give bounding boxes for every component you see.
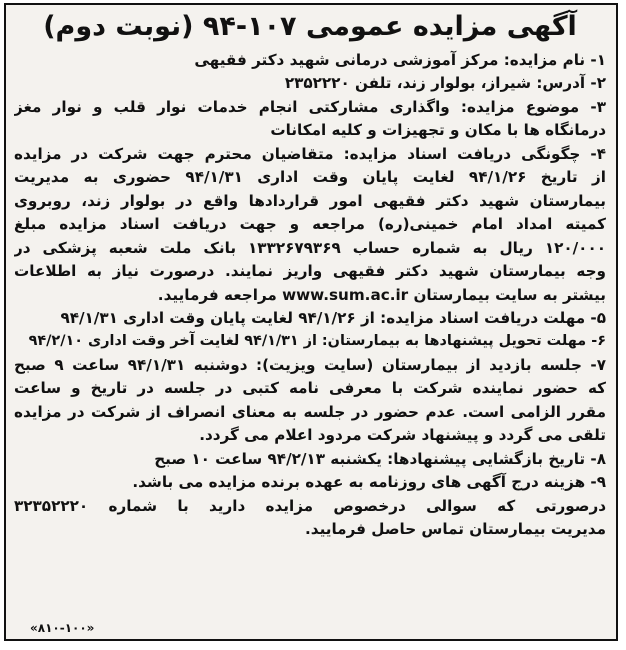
- item-4-line-6: وجه بیمارستان شهید دکتر فقیهی واریز نمایند. درصورت نیاز به اطلاعات: [14, 262, 606, 281]
- item-4-line-5: ۱۲۰/۰۰۰ ریال به شماره حساب ۱۳۳۲۶۷۹۳۶۹ بانک ملت شعبه پزشکی در: [14, 238, 606, 257]
- item-4-documents: ۴- چگونگی دریافت اسناد مزایده: متقاضیان محترم جهت شرکت در مزایده: [14, 144, 606, 163]
- item-1-name: ۱- نام مزایده: مرکز آموزشی درمانی شهید دکتر فقیهی: [194, 51, 606, 69]
- footer-code: «۸۱۰-۱۰۰»: [30, 621, 95, 635]
- item-3-subject-cont: درمانگاه ها با مکان و تجهیزات و کلیه امکانات: [270, 121, 606, 140]
- item-7-visit: ۷- جلسه بازدید از بیمارستان (سایت ویزیت): دوشنبه ۹۴/۱/۳۱ ساعت ۹ صبح: [14, 355, 606, 374]
- item-6-submission: ۶- مهلت تحویل پیشنهادها به بیمارستان: از ۹۴/۱/۳۱ لغایت آخر وقت اداری ۹۴/۲/۱۰: [28, 333, 606, 350]
- item-9-cost: ۹- هزینه درج آگهی های روزنامه به عهده برنده مزایده می باشد.: [132, 473, 606, 492]
- item-2-address: ۲- آدرس: شیراز، بولوار زند، تلفن ۲۳۵۲۲۲۰: [284, 74, 606, 93]
- item-4-line-4: کمیته امداد امام خمینی(ره) مراجعه و جهت دریافت اسناد مزایده مبلغ: [14, 215, 606, 234]
- notice-title: آگهی مزایده عمومی ۱۰۷-۹۴ (نوبت دوم): [43, 11, 577, 42]
- item-3-subject: ۳- موضوع مزایده: واگذاری مشارکتی انجام خدمات نوار قلب و نوار مغز: [14, 97, 606, 116]
- contact-line-2: مدیریت بیمارستان تماس حاصل فرمایید.: [305, 520, 606, 539]
- contact-line: درصورتی که سوالی درخصوص مزایده دارید با شماره ۳۲۳۵۲۲۲۰: [14, 496, 606, 515]
- item-4-line-3: بیمارستان شهید دکتر فقیهی امور قراردادها واقع در بولوار زند، روبروی: [14, 191, 606, 210]
- item-8-opening: ۸- تاریخ بازگشایی پیشنهادها: یکشنبه ۹۴/۲/۱۳ ساعت ۱۰ صبح: [154, 449, 606, 468]
- item-7-line-3: مقرر الزامی است. عدم حضور در جلسه به معنای انصراف از شرکت در مزایده: [14, 402, 606, 421]
- item-7-line-4: تلقی می گردد و پیشنهاد شرکت مردود اعلام می گردد.: [199, 426, 606, 445]
- item-4-line-2: از تاریخ ۹۴/۱/۲۶ لغایت پایان وقت اداری ۹۴/۱/۳۱ حضوری به مدیریت: [14, 168, 606, 187]
- item-5-deadline: ۵- مهلت دریافت اسناد مزایده: از ۹۴/۱/۲۶ لغایت پایان وقت اداری ۹۴/۱/۳۱: [60, 308, 606, 327]
- auction-notice: [4, 3, 618, 641]
- item-7-line-2: که حضور نماینده شرکت با معرفی نامه کتبی در جلسه در تاریخ و ساعت: [14, 379, 606, 398]
- item-4-website: بیشتر به سایت بیمارستان www.sum.ac.ir مراجعه فرمایید.: [157, 285, 606, 304]
